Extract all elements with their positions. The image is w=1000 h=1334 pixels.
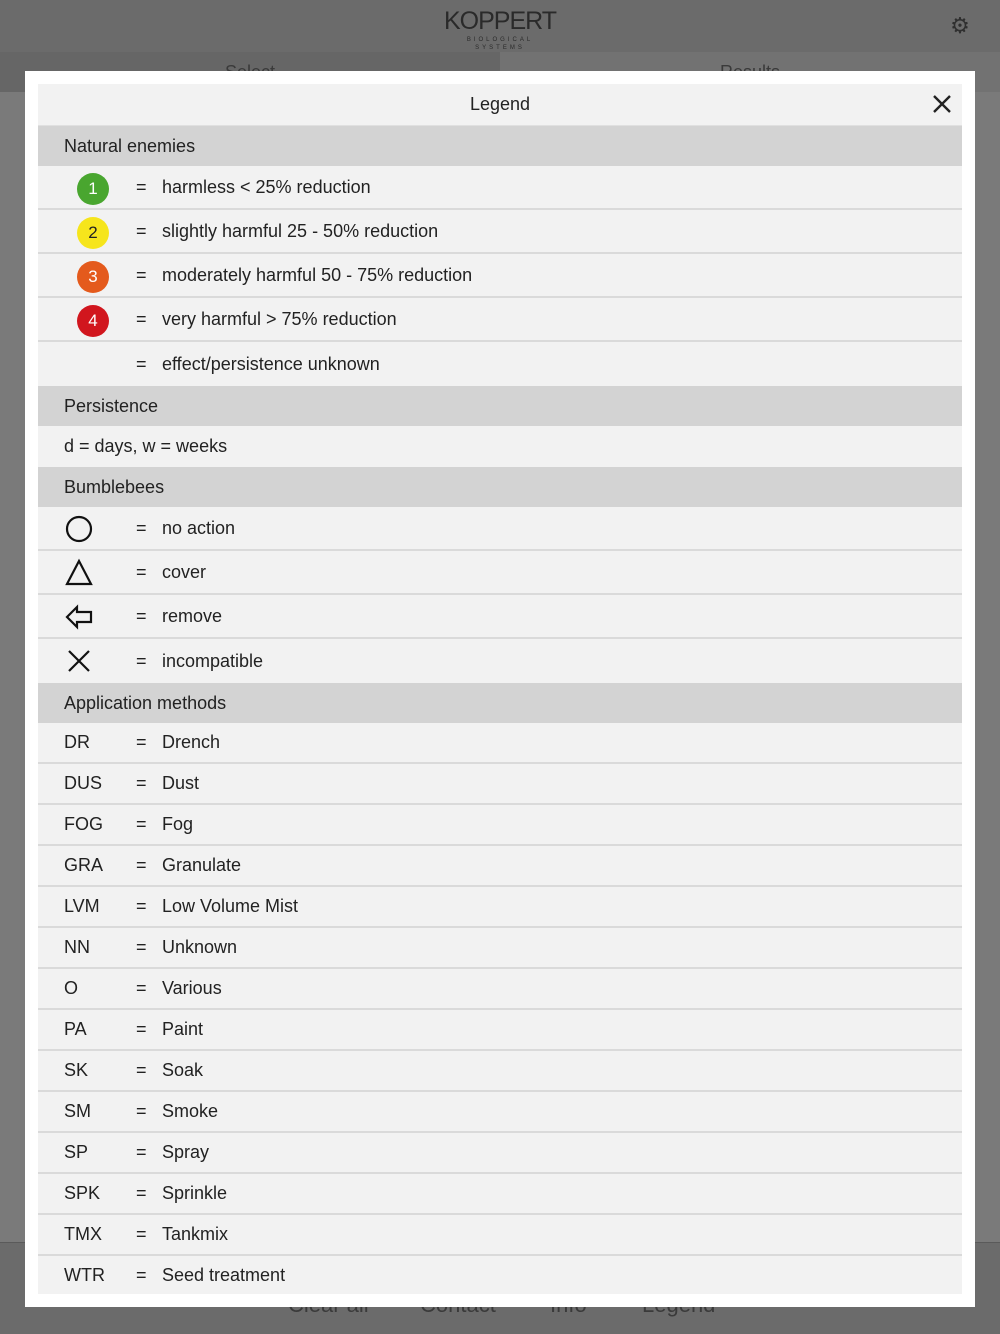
equals-sign: = bbox=[136, 896, 147, 916]
equals-sign: = bbox=[136, 517, 147, 538]
method-code: SM bbox=[64, 1101, 91, 1121]
legend-label: no action bbox=[162, 517, 236, 538]
method-row bbox=[38, 1256, 962, 1294]
method-code: DR bbox=[64, 732, 90, 752]
method-code: LVM bbox=[64, 896, 100, 916]
method-label: Sprinkle bbox=[162, 1183, 228, 1203]
legend-row bbox=[38, 595, 962, 639]
equals-sign: = bbox=[136, 773, 147, 793]
rating-badge-4: 4 bbox=[77, 305, 109, 337]
legend-label: remove bbox=[162, 605, 223, 626]
equals-sign: = bbox=[136, 264, 147, 285]
method-row bbox=[38, 764, 962, 805]
equals-sign: = bbox=[136, 176, 147, 197]
rating-badge-3: 3 bbox=[77, 261, 109, 293]
close-icon[interactable] bbox=[930, 92, 954, 116]
modal-title: Legend bbox=[469, 94, 531, 114]
equals-sign: = bbox=[136, 1019, 147, 1039]
equals-sign: = bbox=[136, 650, 147, 671]
method-label: Drench bbox=[162, 732, 221, 752]
arrow-left-icon bbox=[64, 602, 94, 632]
method-row bbox=[38, 1215, 962, 1256]
equals-sign: = bbox=[136, 732, 147, 752]
equals-sign: = bbox=[136, 1224, 147, 1244]
method-code: SK bbox=[64, 1060, 89, 1080]
method-label: Dust bbox=[162, 773, 200, 793]
section-natural-enemies: Natural enemies bbox=[38, 126, 962, 166]
method-label: Granulate bbox=[162, 855, 242, 875]
method-code: SP bbox=[64, 1142, 89, 1162]
method-code: FOG bbox=[64, 814, 103, 834]
modal-title-bar bbox=[38, 84, 962, 126]
legend-label: effect/persistence unknown bbox=[162, 353, 380, 374]
equals-sign: = bbox=[136, 814, 147, 834]
rating-badge-2: 2 bbox=[77, 217, 109, 249]
legend-label: very harmful > 75% reduction bbox=[162, 308, 397, 329]
legend-label: slightly harmful 25 - 50% reduction bbox=[162, 220, 439, 241]
method-code: NN bbox=[64, 937, 90, 957]
method-code: WTR bbox=[64, 1265, 105, 1285]
legend-label: incompatible bbox=[162, 650, 264, 671]
gear-icon[interactable]: ⚙ bbox=[950, 13, 970, 38]
equals-sign: = bbox=[136, 1101, 147, 1121]
equals-sign: = bbox=[136, 1265, 147, 1285]
persistence-text: d = days, w = weeks bbox=[64, 436, 228, 456]
legend-modal bbox=[25, 71, 975, 1307]
equals-sign: = bbox=[136, 1060, 147, 1080]
legend-label: moderately harmful 50 - 75% reduction bbox=[162, 264, 473, 285]
method-row bbox=[38, 1010, 962, 1051]
equals-sign: = bbox=[136, 220, 147, 241]
legend-row bbox=[38, 342, 962, 386]
method-label: Paint bbox=[162, 1019, 204, 1039]
method-label: Smoke bbox=[162, 1101, 219, 1121]
section-application-methods: Application methods bbox=[38, 683, 962, 723]
legend-panel bbox=[38, 84, 962, 1294]
legend-row bbox=[38, 507, 962, 551]
legend-row bbox=[38, 210, 962, 254]
equals-sign: = bbox=[136, 855, 147, 875]
method-code: TMX bbox=[64, 1224, 102, 1244]
method-row bbox=[38, 969, 962, 1010]
section-bumblebees: Bumblebees bbox=[38, 467, 962, 507]
method-label: Soak bbox=[162, 1060, 204, 1080]
equals-sign: = bbox=[136, 1142, 147, 1162]
method-row bbox=[38, 887, 962, 928]
equals-sign: = bbox=[136, 937, 147, 957]
equals-sign: = bbox=[136, 978, 147, 998]
equals-sign: = bbox=[136, 605, 147, 626]
cross-icon bbox=[64, 646, 94, 676]
koppert-logo bbox=[440, 6, 560, 51]
rating-badge-1: 1 bbox=[77, 173, 109, 205]
equals-sign: = bbox=[136, 353, 147, 374]
legend-row bbox=[38, 166, 962, 210]
method-row bbox=[38, 1133, 962, 1174]
method-code: SPK bbox=[64, 1183, 101, 1203]
method-row bbox=[38, 928, 962, 969]
method-label: Tankmix bbox=[162, 1224, 229, 1244]
circle-icon bbox=[64, 514, 94, 544]
logo-subtext: BIOLOGICAL SYSTEMS bbox=[466, 37, 534, 51]
equals-sign: = bbox=[136, 561, 147, 582]
method-row bbox=[38, 1051, 962, 1092]
method-label: Low Volume Mist bbox=[162, 896, 299, 916]
legend-row bbox=[38, 254, 962, 298]
legend-row bbox=[38, 298, 962, 342]
method-row bbox=[38, 805, 962, 846]
method-label: Unknown bbox=[162, 937, 238, 957]
method-row bbox=[38, 1174, 962, 1215]
method-code: PA bbox=[64, 1019, 87, 1039]
method-code: O bbox=[64, 978, 79, 998]
legend-label: cover bbox=[162, 561, 207, 582]
legend-row bbox=[38, 551, 962, 595]
method-row bbox=[38, 1092, 962, 1133]
logo-text: KOPPERT bbox=[443, 7, 557, 35]
method-label: Fog bbox=[162, 814, 194, 834]
method-row bbox=[38, 723, 962, 764]
section-persistence: Persistence bbox=[38, 386, 962, 426]
method-code: GRA bbox=[64, 855, 104, 875]
method-label: Seed treatment bbox=[162, 1265, 286, 1285]
legend-row bbox=[38, 639, 962, 683]
method-label: Various bbox=[162, 978, 222, 998]
method-label: Spray bbox=[162, 1142, 210, 1162]
method-row bbox=[38, 846, 962, 887]
legend-label: harmless < 25% reduction bbox=[162, 176, 371, 197]
equals-sign: = bbox=[136, 308, 147, 329]
equals-sign: = bbox=[136, 1183, 147, 1203]
method-code: DUS bbox=[64, 773, 103, 793]
triangle-icon bbox=[64, 558, 94, 588]
